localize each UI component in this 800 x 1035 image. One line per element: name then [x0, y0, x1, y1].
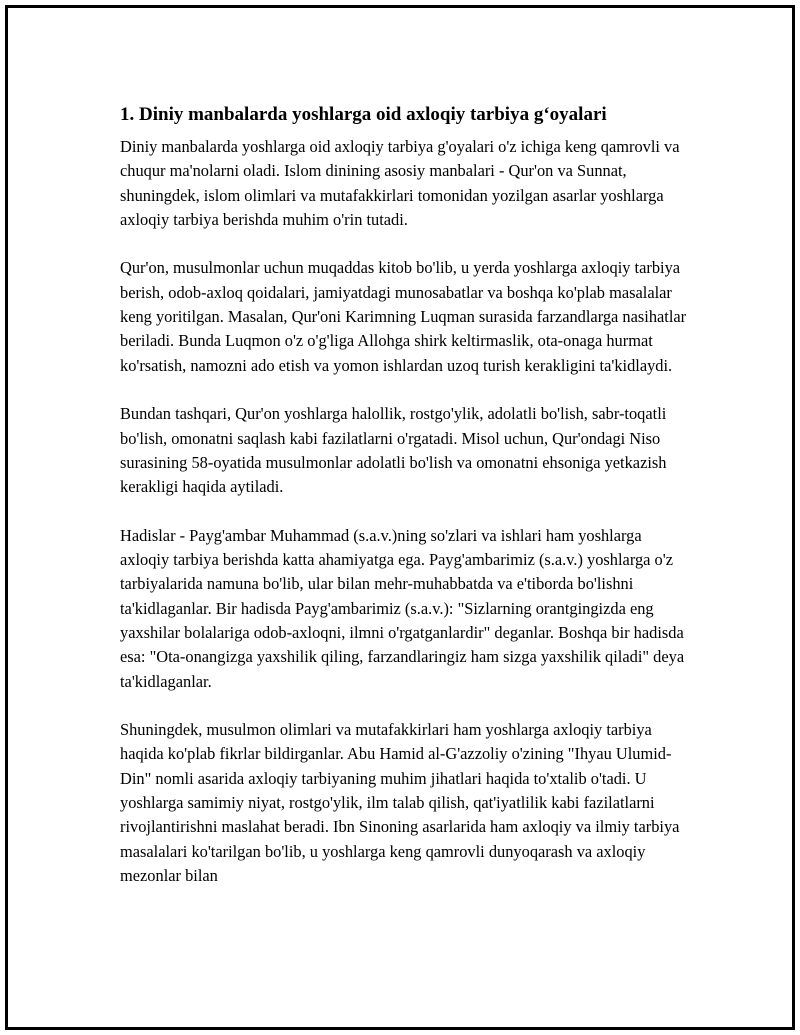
paragraph-quran: Qur'on, musulmonlar uchun muqaddas kitob bo'lib, u yerda yoshlarga axloqiy tarbiya berish, odob-axloq qoidalari, jamiyatdagi munosabatlar va boshqa ko'plab masalalar keng yoritilgan. Masalan, Qur'oni Karimning Luqman surasida farzandlarga nasihatlar beriladi. Bunda Luqmon o'z o'g'liga Allohga shirk keltirmaslik, ota-onaga hurmat ko'rsatish, namozni ado etish va yomon ishlardan uzoq turish kerakligini ta'kidlaydi.	[120, 258, 687, 375]
document-body	[120, 102, 692, 913]
paragraph-scholars: Shuningdek, musulmon olimlari va mutafakkirlari ham yoshlarga axloqiy tarbiya haqida ko'plab fikrlar bildirganlar. Abu Hamid al-G'azzoliy o'zining "Ihyau Ulumid-Din" nomli asarida axloqiy tarbiyaning muhim jihatlari haqida to'xtalib o'tadi. U yoshlarga samimiy niyat, rostgo'ylik, ilm talab qilish, qat'iyatlilik kabi fazilatlarni rivojlantirishni maslahat beradi. Ibn Sinoning asarlarida ham axloqiy va ilmiy tarbiya masalalari ko'tarilgan bo'lib, u yoshlarga keng qamrovli dunyoqarash va axloqiy mezonlar bilan	[120, 720, 680, 885]
section-heading: 1. Diniy manbalarda yoshlarga oid axloqiy tarbiya g‘oyalari	[120, 104, 607, 125]
paragraph-hadith: Hadislar - Payg'ambar Muhammad (s.a.v.)ning so'zlari va ishlari ham yoshlarga axloqiy tarbiya berishda katta ahamiyatga ega. Payg'ambarimiz (s.a.v.) yoshlarga o'z tarbiyalarida namuna bo'lib, ular bilan mehr-muhabbatda va e'tiborda bo'lishni ta'kidlaganlar. Bir hadisda Payg'ambarimiz (s.a.v.): "Sizlarning orantgingizda eng yaxshilar bolalariga odob-axloqni, ilmni o'rgatganlardir" deganlar. Boshqa bir hadisda esa: "Ota-onangizga yaxshilik qiling, farzandlaringiz ham sizga yaxshilik qiladi" deya ta'kidlaganlar.	[120, 525, 685, 691]
paragraph-virtues: Bundan tashqari, Qur'on yoshlarga halollik, rostgo'ylik, adolatli bo'lish, sabr-toqatli bo'lish, omonatni saqlash kabi fazilatlarni o'rgatadi. Misol uchun, Qur'ondagi Niso surasining 58-oyatida musulmonlar adolatli bo'lish va omonatni ehsoniga yetkazish kerakligi haqida aytiladi.	[120, 404, 667, 497]
paragraph-intro: Diniy manbalarda yoshlarga oid axloqiy tarbiya g'oyalari o'z ichiga keng qamrovli va chuqur ma'nolarni oladi. Islom dinining asosiy manbalari - Qur'on va Sunnat, shuningdek, islom olimlari va mutafakkirlari tomonidan yozilgan asarlar yoshlarga axloqiy tarbiya berishda muhim o'rin tutadi.	[120, 137, 680, 229]
page-frame	[5, 5, 795, 1030]
